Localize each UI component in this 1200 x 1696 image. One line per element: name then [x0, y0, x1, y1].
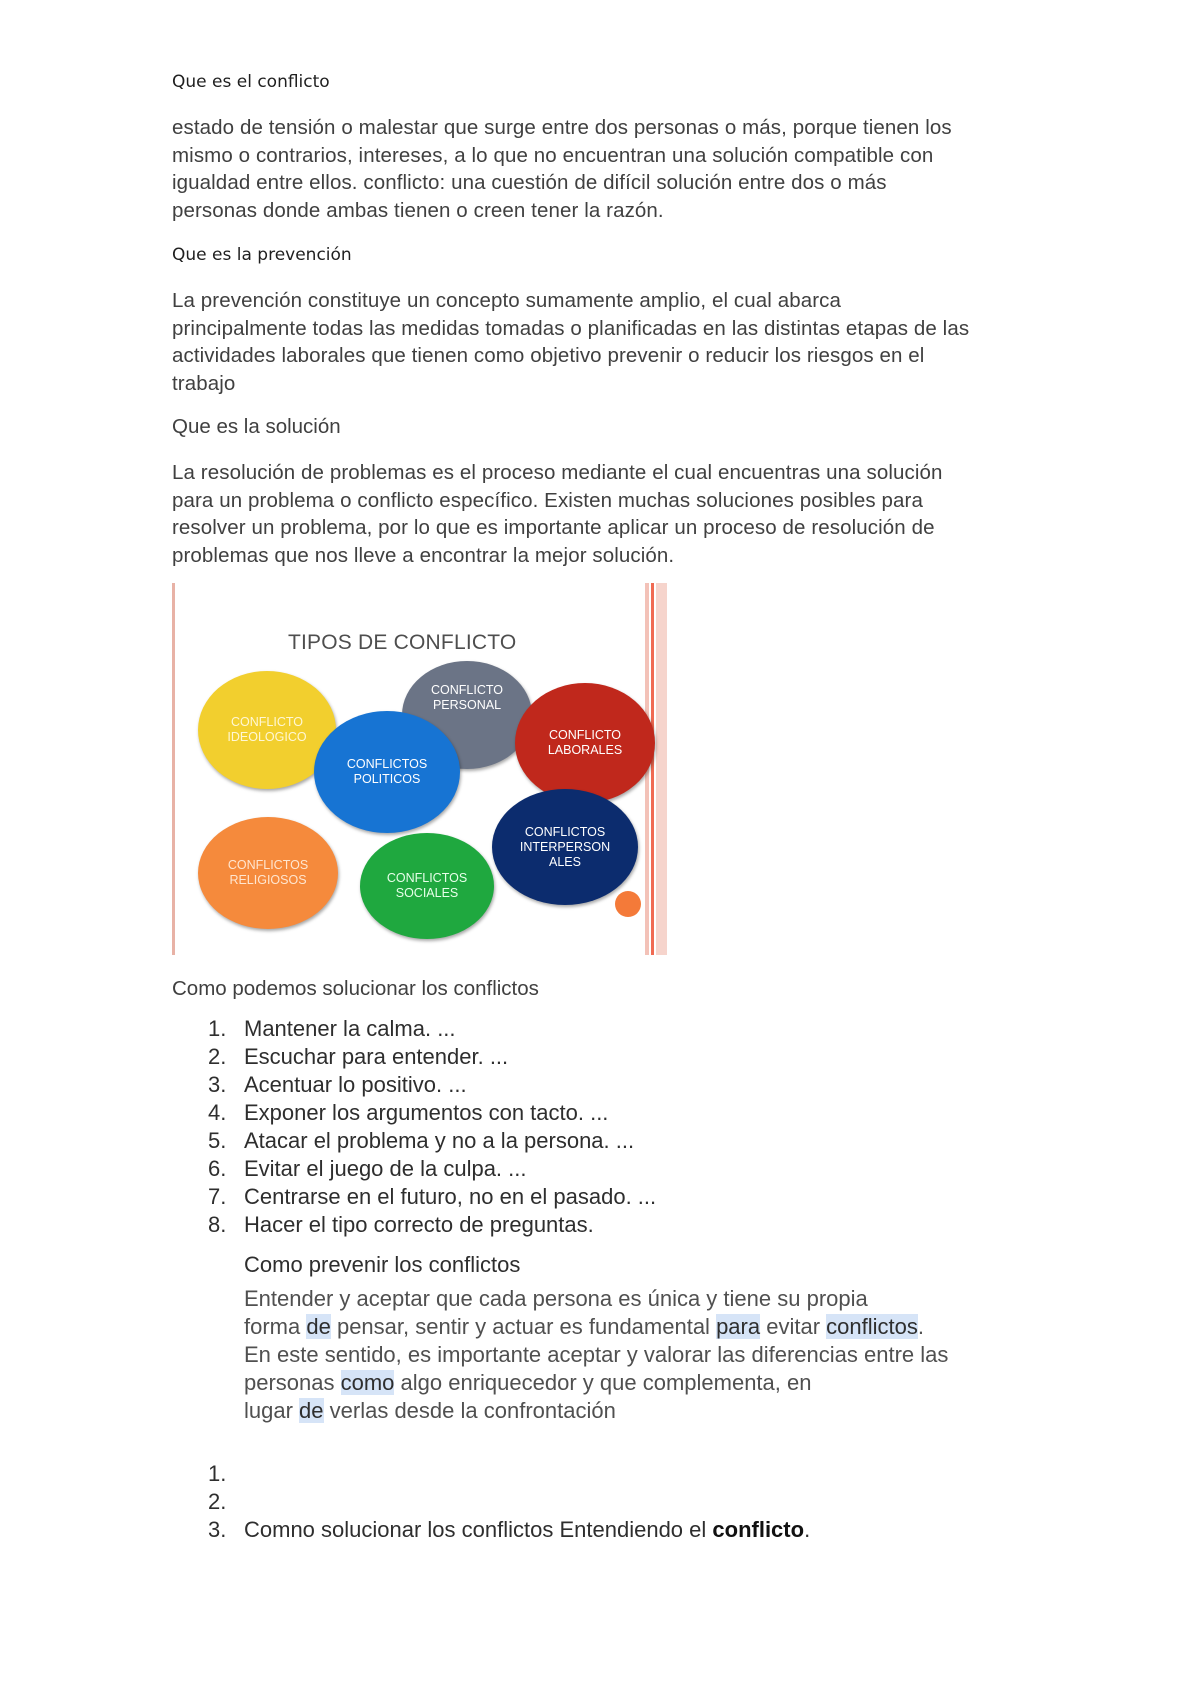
- list-text: Hacer el tipo correcto de preguntas.: [244, 1212, 594, 1237]
- list-text: Centrarse en el futuro, no en el pasado. ...: [244, 1184, 657, 1209]
- figure-stripe: [656, 583, 667, 955]
- text-run: lugar: [244, 1398, 300, 1423]
- paragraph-line: problemas que nos lleve a encontrar la mejor solución.: [172, 543, 675, 567]
- paragraph-line: La resolución de problemas es el proceso mediante el cual encuentras una solución: [172, 461, 943, 484]
- figure-stripe: [651, 583, 654, 955]
- paragraph-line: estado de tensión o malestar que surge entre dos personas o más, porque tienen los: [172, 116, 952, 139]
- paragraph-line: para un problema o conflicto específico. Existen muchas soluciones posibles para: [172, 488, 923, 512]
- paragraph-prevencion: [172, 287, 1052, 397]
- bubble-label: CONFLICTOS SOCIALES: [386, 871, 468, 900]
- bubble-conflictos-religiosos: [198, 817, 338, 929]
- text-run: forma: [244, 1314, 307, 1339]
- text-run: .: [804, 1517, 811, 1542]
- figure-left-edge: [172, 583, 175, 955]
- bold-word: conflicto: [712, 1517, 805, 1542]
- highlighted-word: de: [306, 1314, 331, 1339]
- text-run: algo enriquecedor y que complementa, en: [394, 1370, 812, 1395]
- bubble-conflictos-sociales: [360, 833, 494, 939]
- bubble-conflictos-politicos: [314, 711, 460, 833]
- text-run: evitar: [760, 1314, 827, 1339]
- paragraph-line: trabajo: [172, 371, 236, 395]
- paragraph-line: personas donde ambas tienen o creen tener la razón.: [172, 198, 664, 222]
- text-run: Comno solucionar los conflictos Entendiendo el: [244, 1517, 713, 1542]
- decorative-orange-dot: [615, 891, 641, 917]
- text-run: verlas desde la confrontación: [323, 1398, 616, 1423]
- list-text: Mantener la calma. ...: [244, 1016, 456, 1041]
- paragraph-line: [244, 1313, 1044, 1341]
- bubble-label: CONFLICTO LABORALES: [547, 728, 623, 757]
- document-page: Que es el conflicto estado de tensión o malestar que surge entre dos personas o más, porque tienen los mismo o contrarios, intereses, a lo que no encuentran una solución compatible con igualdad entre ellos. conflicto: una cuestión de difícil solución entre dos o más personas donde ambas tienen o creen tener la razón. Que es la prevención La prevención constituye un concepto sumamente amplio, el cual abarca principalmente todas las medidas tomadas o planificadas en las distintas etapas de las actividades laborales que tienen como objetivo prevenir o reducir los riesgos en el trabajo Que es la solución La resolución de problemas es el proceso mediante el cual encuentras una solución para un problema o conflicto específico. Existen muchas soluciones posibles para resolver un problema, por lo que es importante aplicar un proceso de resolución de problemas que nos lleve a encontrar la mejor solución. TIPOS DE CONFLICTO CONFLICTO IDEOLOGICO CONFLICTO PERSONAL CONFLICTO LABORALES CONFLICTOS POLITICOS CONFLICTOS INTERPERSON ALES CONFLICTOS RELIGIOSOS CONFLICTOS SOCIALES Como podemos solucionar los conflictos 1. Mantener la calma. ... 2. Escuchar para entender. ... 3. Acentuar lo positivo. ... 4. Exponer los argumentos con tacto. ... 5. Atacar el problema y no a la persona. ... 6. Evitar el juego de la culpa. ... 7. Centrarse en el futuro, no en el pasado. ... 8. Hacer el tipo correcto de preguntas. Como prevenir los conflictos Entender y aceptar que cada persona es única y tiene su propia forma de pensar, sentir y actuar es fundamental para evitar conflictos. En este sentido, es importante aceptar y valorar las diferencias entre las personas como algo enriquecedor y que complementa, en lugar de verlas desde la confrontación 1. 2. 3. Comno solucionar los conflictos Entendiendo el conflicto.: [0, 0, 1200, 1696]
- list-text: Escuchar para entender. ...: [244, 1044, 509, 1069]
- text-run: .: [917, 1314, 924, 1339]
- como-prevenir-block: [244, 1251, 1044, 1425]
- paragraph-line: principalmente todas las medidas tomadas o planificadas en las distintas etapas de las: [172, 316, 970, 340]
- text-run: personas: [244, 1370, 341, 1395]
- heading-como-solucionar: Como podemos solucionar los conflictos: [172, 977, 539, 1000]
- list-text: [244, 1516, 810, 1544]
- paragraph-line: resolver un problema, por lo que es importante aplicar un proceso de resolución de: [172, 516, 935, 539]
- text-run: pensar, sentir y actuar es fundamental: [330, 1314, 717, 1339]
- bubble-label: CONFLICTO IDEOLOGICO: [227, 715, 307, 744]
- paragraph-line: En este sentido, es importante aceptar y valorar las diferencias entre las: [244, 1342, 949, 1367]
- bubble-label: CONFLICTOS INTERPERSON ALES: [519, 824, 611, 869]
- heading-que-es-el-conflicto: Que es el conflicto: [172, 72, 330, 92]
- figure-title: TIPOS DE CONFLICTO: [288, 631, 517, 654]
- paragraph-conflicto: [172, 114, 1052, 224]
- bubble-label: CONFLICTOS POLITICOS: [346, 757, 428, 786]
- highlighted-word: de: [299, 1398, 324, 1423]
- highlighted-word: como: [340, 1370, 395, 1395]
- paragraph-line: [244, 1397, 1044, 1425]
- paragraph-line: actividades laborales que tienen como objetivo prevenir o reducir los riesgos en el: [172, 344, 925, 367]
- highlighted-word: para: [716, 1314, 761, 1339]
- paragraph-line: mismo o contrarios, intereses, a lo que no encuentran una solución compatible con: [172, 143, 934, 167]
- highlighted-word: conflictos: [826, 1314, 918, 1339]
- paragraph-line: igualdad entre ellos. conflicto: una cuestión de difícil solución entre dos o más: [172, 171, 887, 194]
- heading-que-es-la-prevencion: Que es la prevención: [172, 245, 352, 265]
- list-text: Atacar el problema y no a la persona. ...: [244, 1128, 635, 1153]
- list-number: 1.: [208, 1461, 227, 1486]
- list-text: Evitar el juego de la culpa. ...: [244, 1156, 527, 1181]
- heading-que-es-la-solucion: Que es la solución: [172, 415, 341, 438]
- paragraph-line: Entender y aceptar que cada persona es única y tiene su propia: [244, 1286, 868, 1311]
- list-number: 3.: [208, 1517, 227, 1542]
- bubble-conflicto-laborales: [515, 683, 655, 803]
- paragraph-como-prevenir: [244, 1285, 1044, 1425]
- list-text: Acentuar lo positivo. ...: [244, 1072, 467, 1097]
- paragraph-solucion: [172, 459, 1052, 569]
- paragraph-line: La prevención constituye un concepto sumamente amplio, el cual abarca: [172, 289, 841, 312]
- list-text: Exponer los argumentos con tacto. ...: [244, 1100, 609, 1125]
- list-number: 2.: [208, 1489, 227, 1514]
- paragraph-line: [244, 1369, 1044, 1397]
- bubble-label: CONFLICTOS RELIGIOSOS: [227, 858, 309, 887]
- heading-como-prevenir: Como prevenir los conflictos: [244, 1252, 521, 1277]
- tipos-de-conflicto-figure: [172, 583, 667, 955]
- bubble-conflictos-interpersonales: [492, 789, 638, 905]
- bubble-label: CONFLICTO PERSONAL: [431, 683, 503, 712]
